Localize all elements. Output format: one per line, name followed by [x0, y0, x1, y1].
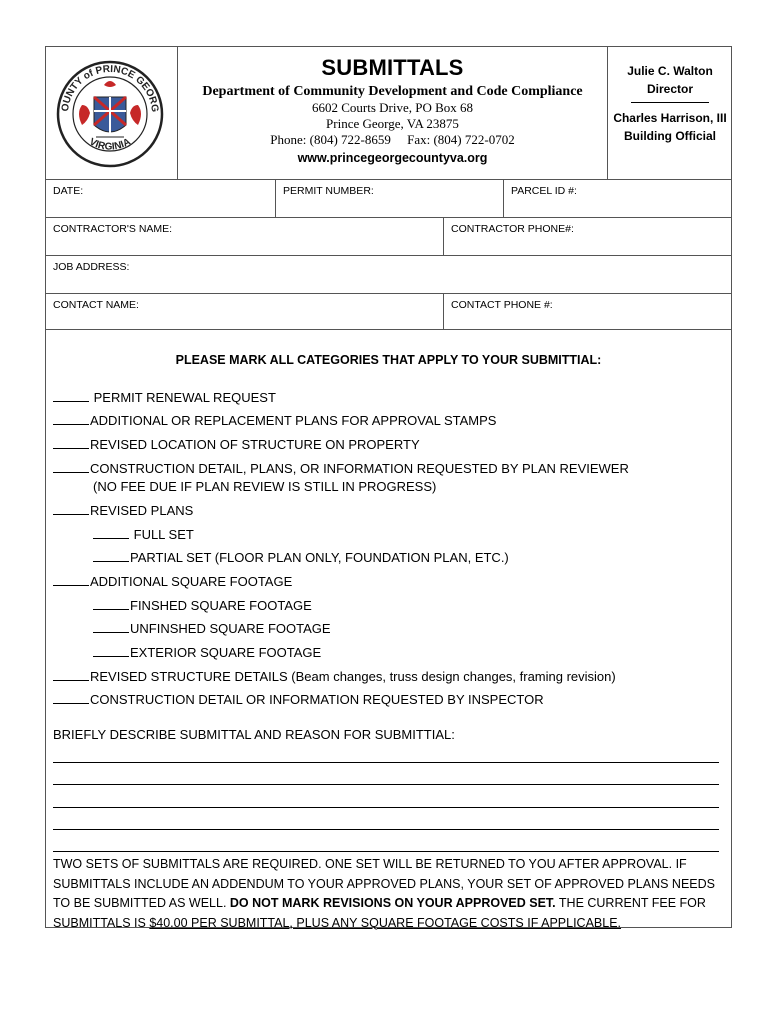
row-contact — [46, 294, 731, 330]
officials-cell — [607, 47, 732, 179]
parcel-id-field[interactable]: PARCEL ID #: — [503, 180, 731, 217]
county-seal-icon — [46, 47, 177, 179]
check-blank[interactable] — [53, 389, 89, 402]
svg-text:VIRGINIA: VIRGINIA — [87, 136, 133, 153]
submittal-notice: TWO SETS OF SUBMITTALS ARE REQUIRED. ONE SET WILL BE RETURNED TO YOU AFTER APPROVAL. IF SUBMITTALS INCLUDE AN ADDENDUM TO YOUR APPROVED PLANS, YOUR SET OF APPROVED PLANS NEEDS TO BE SUBMITTED AS WELL. DO NOT MARK REVISIONS ON YOUR APPROVED SET. THE CURRENT FEE FOR SUBMITTALS IS $40.00 PER SUBMITTAL, PLUS ANY SQUARE FOOTAGE COSTS IF APPLICABLE. — [53, 857, 715, 930]
category-exterior-sqft[interactable]: EXTERIOR SQUARE FOOTAGE — [93, 644, 321, 660]
category-construction-detail-inspector[interactable]: CONSTRUCTION DETAIL OR INFORMATION REQUESTED BY INSPECTOR — [53, 691, 544, 707]
contractor-name-field[interactable]: CONTRACTOR'S NAME: — [53, 223, 173, 235]
header-center — [178, 47, 607, 179]
category-finished-sqft[interactable]: FINSHED SQUARE FOOTAGE — [93, 597, 312, 613]
address-line-1: 6602 Courts Drive, PO Box 68 — [311, 100, 474, 115]
category-additional-sqft[interactable]: ADDITIONAL SQUARE FOOTAGE — [53, 573, 292, 589]
category-permit-renewal[interactable]: PERMIT RENEWAL REQUEST — [53, 389, 276, 405]
category-full-set[interactable]: FULL SET — [93, 526, 194, 542]
address-line-2: Prince George, VA 23875 — [326, 116, 459, 131]
row-contractor — [46, 218, 731, 256]
check-blank[interactable] — [53, 460, 89, 473]
describe-line[interactable] — [53, 762, 719, 763]
job-address-field[interactable]: JOB ADDRESS: — [53, 261, 130, 273]
no-fee-note: (NO FEE DUE IF PLAN REVIEW IS STILL IN PROGRESS) — [93, 479, 437, 494]
describe-line[interactable] — [53, 829, 719, 830]
check-blank[interactable] — [93, 644, 129, 657]
permit-number-field[interactable]: PERMIT NUMBER: — [275, 180, 503, 217]
svg-text:COUNTY of PRINCE GEORGE: OUNTY of PRINCE GEORG — [59, 63, 161, 113]
category-unfinished-sqft[interactable]: UNFINSHED SQUARE FOOTAGE — [93, 620, 331, 636]
category-revised-plans[interactable]: REVISED PLANS — [53, 502, 193, 518]
check-blank[interactable] — [93, 549, 129, 562]
category-construction-detail-reviewer[interactable]: CONSTRUCTION DETAIL, PLANS, OR INFORMATION REQUESTED BY PLAN REVIEWER — [53, 460, 629, 476]
check-blank[interactable] — [53, 691, 89, 704]
describe-line[interactable] — [53, 807, 719, 808]
row-date-permit-parcel — [46, 180, 731, 218]
form-header — [46, 47, 731, 180]
categories-heading: PLEASE MARK ALL CATEGORIES THAT APPLY TO YOUR SUBMITTIAL: — [175, 353, 602, 367]
row-job-address — [46, 256, 731, 294]
date-field[interactable]: DATE: — [53, 185, 84, 197]
official-name: Charles Harrison, III — [613, 111, 727, 125]
logo-cell — [46, 47, 178, 179]
check-blank[interactable] — [93, 620, 129, 633]
category-additional-plans[interactable]: ADDITIONAL OR REPLACEMENT PLANS FOR APPROVAL STAMPS — [53, 412, 496, 428]
phone-fax: Phone: (804) 722-8659 Fax: (804) 722-0702 — [270, 132, 515, 147]
director-name: Julie C. Walton — [627, 64, 713, 78]
category-revised-structure[interactable]: REVISED STRUCTURE DETAILS (Beam changes, truss design changes, framing revision) — [53, 668, 616, 684]
director-title: Director — [646, 82, 693, 96]
describe-line[interactable] — [53, 851, 719, 852]
category-revised-location[interactable]: REVISED LOCATION OF STRUCTURE ON PROPERTY — [53, 436, 420, 452]
contact-phone-field[interactable]: CONTACT PHONE #: — [443, 294, 731, 329]
check-blank[interactable] — [93, 526, 129, 539]
describe-label: BRIEFLY DESCRIBE SUBMITTAL AND REASON FOR SUBMITTIAL: — [53, 727, 455, 742]
check-blank[interactable] — [93, 597, 129, 610]
notice-warning: DO NOT MARK REVISIONS ON YOUR APPROVED SET. — [229, 896, 556, 910]
website-link[interactable]: www.princegeorgecountyva.org — [297, 151, 488, 165]
page-title: SUBMITTALS — [321, 55, 464, 80]
contractor-phone-field[interactable]: CONTRACTOR PHONE#: — [443, 218, 731, 255]
contact-name-field[interactable]: CONTACT NAME: — [53, 299, 139, 311]
check-blank[interactable] — [53, 412, 89, 425]
submittal-form — [45, 46, 732, 928]
check-blank[interactable] — [53, 436, 89, 449]
officials-divider — [631, 102, 709, 103]
check-blank[interactable] — [53, 502, 89, 515]
category-partial-set[interactable]: PARTIAL SET (FLOOR PLAN ONLY, FOUNDATION PLAN, ETC.) — [93, 549, 509, 565]
describe-line[interactable] — [53, 784, 719, 785]
check-blank[interactable] — [53, 573, 89, 586]
official-title: Building Official — [624, 129, 716, 143]
fee-amount: $40.00 PER SUBMITTAL, PLUS ANY SQUARE FOOTAGE COSTS IF APPLICABLE. — [149, 915, 622, 930]
check-blank[interactable] — [53, 668, 89, 681]
department-name: Department of Community Development and Code Compliance — [202, 84, 583, 99]
